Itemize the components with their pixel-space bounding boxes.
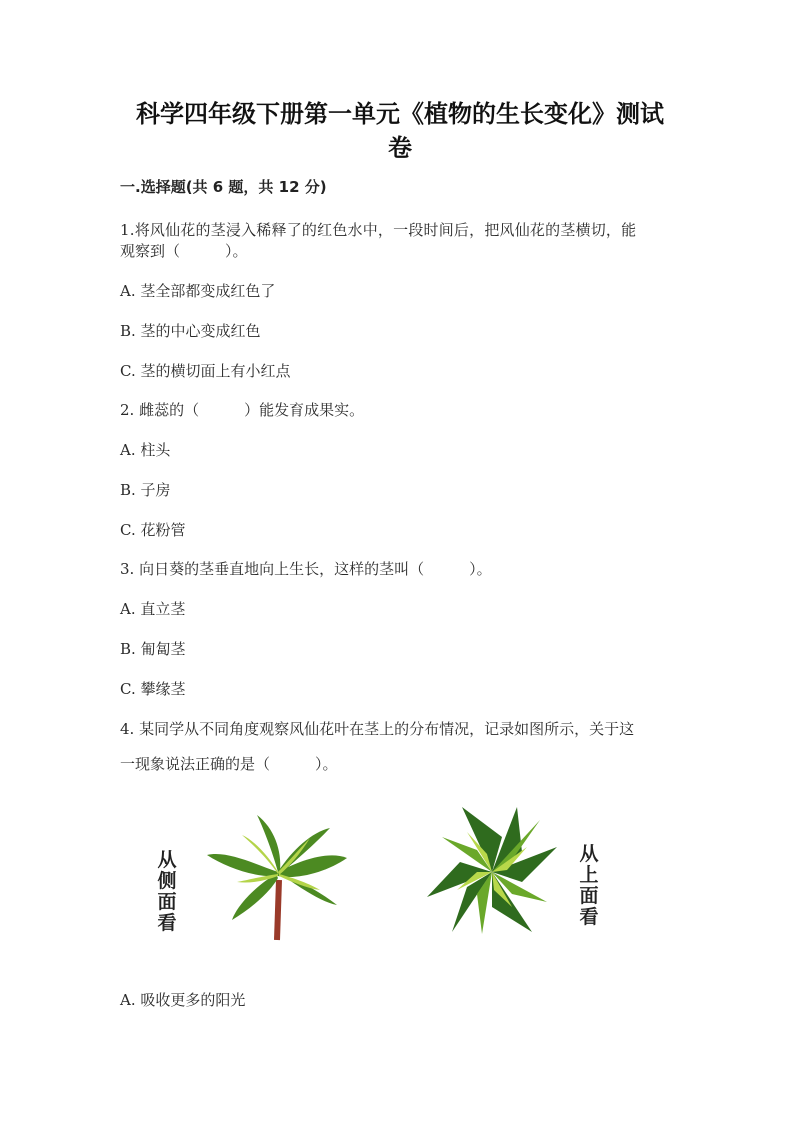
question-1-option-c: C. 茎的横切面上有小红点 [120,362,291,380]
exam-title: 科学四年级下册第一单元《植物的生长变化》测试 [136,100,664,128]
question-3-option-c: C. 攀缘茎 [120,680,186,698]
top-view-label: 从 上 面 看 [579,843,599,928]
leaf-arrangement-figure [150,800,650,950]
question-2-option-c: C. 花粉管 [120,521,186,539]
question-3-option-b: B. 匍匐茎 [120,640,186,658]
question-4-stem-line-1: 4. 某同学从不同角度观察风仙花叶在茎上的分布情况，记录如图所示，关于这 [120,720,635,738]
side-view-plant-image [202,810,352,945]
question-1-option-b: B. 茎的中心变成红色 [120,322,261,340]
question-1-stem-line-1: 1.将风仙花的茎浸入稀释了的红色水中，一段时间后，把风仙花的茎横切，能 [120,221,637,239]
side-view-label: 从 侧 面 看 [157,849,177,934]
question-1-option-a: A. 茎全部都变成红色了 [120,282,276,300]
question-3-stem: 3. 向日葵的茎垂直地向上生长，这样的茎叫（ ）。 [120,560,492,578]
exam-title-continued: 卷 [388,134,412,162]
question-2-option-a: A. 柱头 [120,441,171,459]
question-4-option-a: A. 吸收更多的阳光 [120,991,246,1009]
question-2-option-b: B. 子房 [120,481,171,499]
question-3-option-a: A. 直立茎 [120,600,186,618]
question-4-stem-line-2: 一现象说法正确的是（ ）。 [120,755,338,773]
top-view-plant-image [422,802,562,942]
section-heading: 一.选择题(共 6 题，共 12 分) [120,178,327,196]
question-1-stem-line-2: 观察到（ ）。 [120,242,248,260]
question-2-stem: 2. 雌蕊的（ ）能发育成果实。 [120,401,365,419]
